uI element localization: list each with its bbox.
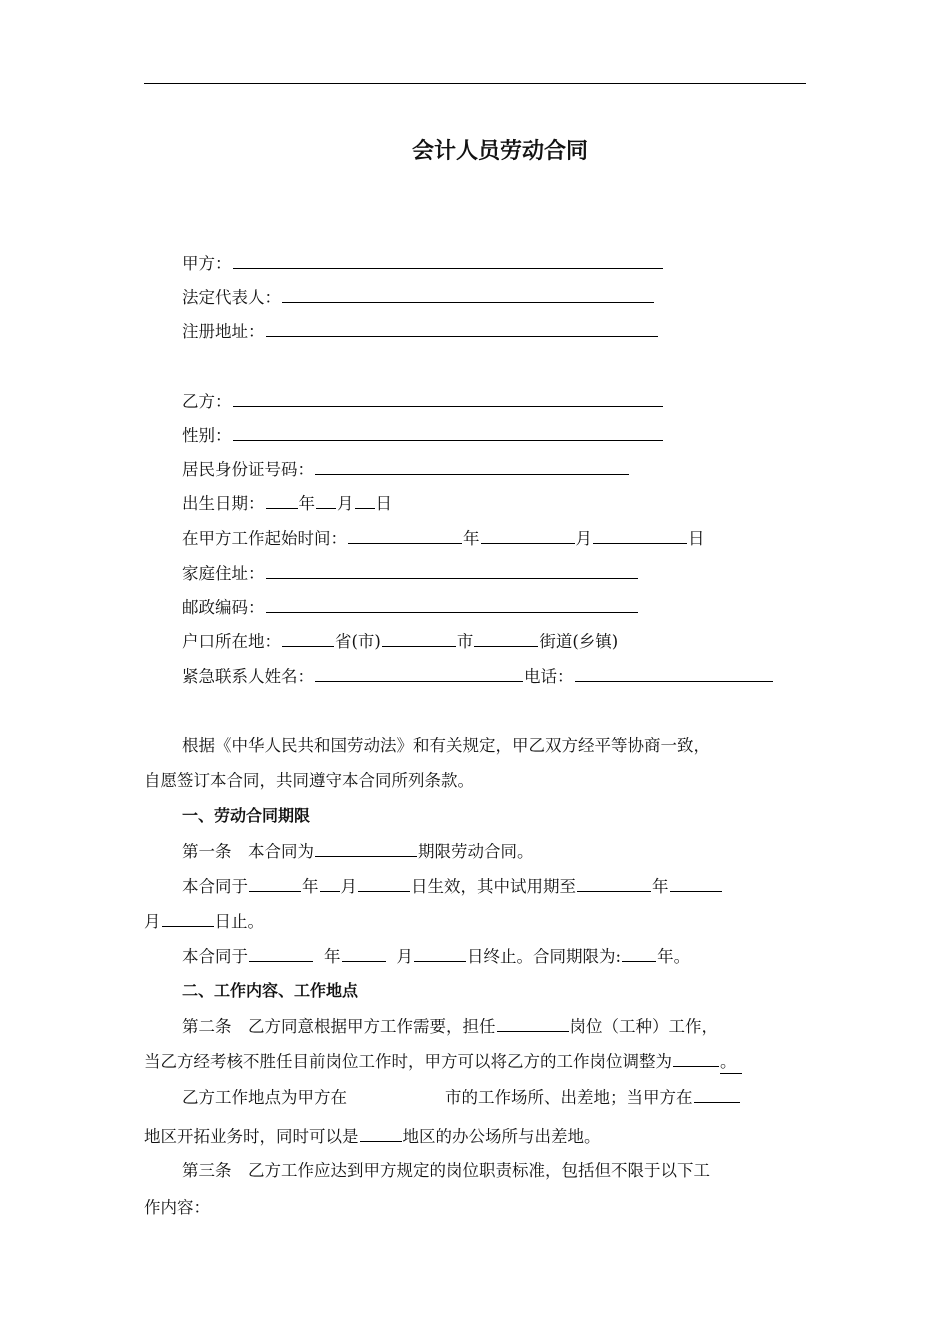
contract-type-blank[interactable] [315,840,417,857]
home-address-blank[interactable] [266,562,638,579]
termination-text-end: 年。 [657,947,691,966]
legal-rep-blank[interactable] [282,286,654,303]
section-1-heading: 一、劳动合同期限 [182,806,311,825]
hukou-line [182,630,618,653]
postcode-line [182,596,639,619]
day-unit: 日 [375,494,392,513]
emergency-line [182,665,774,688]
year-unit: 年 [463,529,480,548]
id-blank[interactable] [315,458,629,475]
hukou-label: 户口所在地： [182,632,281,651]
expansion-region-blank[interactable] [694,1086,740,1103]
trial-day-blank[interactable] [162,910,214,927]
party-a-label: 甲方： [182,254,232,273]
adjusted-position-blank[interactable] [673,1050,719,1067]
party-a-blank[interactable] [233,252,663,269]
location-text-mid: 市的工作场所、出差地；当甲方在 [445,1088,693,1107]
birth-line [182,492,392,515]
article-2-text-end: 岗位（工种）工作， [569,1017,718,1036]
intro-line-2: 自愿签订本合同，共同遵守本合同所列条款。 [144,771,474,790]
postcode-label: 邮政编码： [182,598,265,617]
termination-text: 本合同于 [182,947,248,966]
legal-rep-label: 法定代表人： [182,288,281,307]
article-3-line-2: 作内容： [144,1198,210,1217]
trial-end-text: 日止。 [214,912,264,931]
month-unit: 月 [337,494,354,513]
street-label: 街道(乡镇) [539,632,619,651]
gender-label: 性别： [182,426,232,445]
start-day-blank[interactable] [593,527,687,544]
hukou-city-blank[interactable] [382,630,456,647]
id-label: 居民身份证号码： [182,460,314,479]
year-unit: 年 [652,877,669,896]
id-line [182,458,630,481]
start-year-blank[interactable] [348,527,462,544]
home-address-label: 家庭住址： [182,564,265,583]
termination-line [182,945,690,968]
effective-text-mid: 日生效，其中试用期至 [411,877,576,896]
legal-rep-line [182,286,655,309]
office-region-blank[interactable] [360,1125,402,1142]
header-rule [144,83,806,84]
term-year-blank[interactable] [249,945,313,962]
birth-month-blank[interactable] [316,492,336,509]
year-unit: 年 [298,494,315,513]
home-address-line [182,562,639,585]
emergency-name-blank[interactable] [315,665,523,682]
month-unit: 月 [144,912,161,931]
location-line-2 [144,1125,601,1148]
start-time-line [182,527,705,550]
eff-day-blank[interactable] [358,875,410,892]
birth-label: 出生日期： [182,494,265,513]
hukou-street-blank[interactable] [474,630,538,647]
hukou-province-blank[interactable] [282,630,334,647]
eff-month-blank[interactable] [320,875,340,892]
article-1-text: 第一条 本合同为 [182,842,314,861]
reg-address-blank[interactable] [266,320,658,337]
reg-address-label: 注册地址： [182,322,265,341]
location-text: 乙方工作地点为甲方在 [182,1088,347,1107]
day-unit: 日 [688,529,705,548]
trial-end-line [144,910,264,933]
document-title: 会计人员劳动合同 [411,139,588,164]
location-line [182,1086,741,1109]
province-label: 省(市) [335,632,381,651]
party-b-blank[interactable] [233,390,663,407]
party-b-label: 乙方： [182,392,232,411]
article-2-adjust-text: 当乙方经考核不胜任目前岗位工作时，甲方可以将乙方的工作岗位调整为 [144,1052,672,1071]
birth-year-blank[interactable] [266,492,298,509]
phone-blank[interactable] [575,665,773,682]
term-length-blank[interactable] [622,945,656,962]
trial-month-blank-end[interactable] [670,875,722,892]
postcode-blank[interactable] [266,596,638,613]
start-time-label: 在甲方工作起始时间： [182,529,347,548]
article-3-line: 第三条 乙方工作应达到甲方规定的岗位职责标准，包括但不限于以下工 [182,1161,710,1180]
intro-line-1: 根据《中华人民共和国劳动法》和有关规定，甲乙双方经平等协商一致， [182,736,710,755]
reg-address-line [182,320,659,343]
phone-label: 电话： [524,667,574,686]
month-unit: 月 [575,529,592,548]
section-2-heading: 二、工作内容、工作地点 [182,981,359,1000]
party-a-line [182,252,664,275]
location-text-2: 地区开拓业务时，同时可以是 [144,1127,359,1146]
city-label: 市 [456,632,474,651]
termination-text-mid: 日终止。合同期限为: [467,947,622,966]
trial-year-blank[interactable] [577,875,651,892]
month-unit: 月 [340,877,357,896]
emergency-label: 紧急联系人姓名： [182,667,314,686]
article-1-line [182,840,534,863]
start-month-blank[interactable] [481,527,575,544]
eff-year-blank[interactable] [249,875,301,892]
effective-line [182,875,723,898]
gender-line [182,424,664,447]
period-mark: 。 [720,1051,742,1074]
gender-blank[interactable] [233,424,663,441]
article-2-text: 第二条 乙方同意根据甲方工作需要，担任 [182,1017,496,1036]
month-unit: 月 [396,947,413,966]
party-b-line [182,390,664,413]
year-unit: 年 [302,877,319,896]
location-text-end: 地区的办公场所与出差地。 [402,1127,601,1146]
term-month-blank[interactable] [342,945,386,962]
year-unit: 年 [324,947,341,966]
article-2-line [182,1015,718,1038]
position-blank[interactable] [497,1015,569,1032]
article-1-text-end: 期限劳动合同。 [418,842,534,861]
article-2-line-2 [144,1050,742,1074]
term-day-blank[interactable] [414,945,466,962]
effective-text: 本合同于 [182,877,248,896]
birth-day-blank[interactable] [355,492,375,509]
